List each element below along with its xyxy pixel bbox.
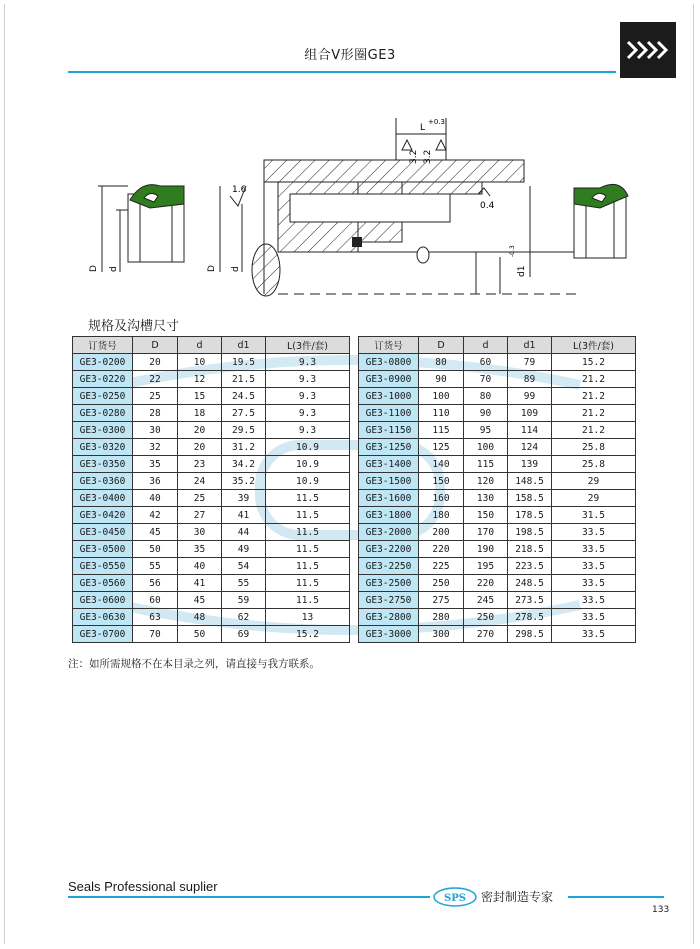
dimension-cell: 12 [178, 371, 222, 388]
dimension-cell: 70 [133, 626, 178, 643]
dimension-cell: 55 [222, 575, 266, 592]
table-row [73, 490, 350, 507]
dimension-cell: 36 [133, 473, 178, 490]
order-code-cell: GE3-1150 [359, 422, 419, 439]
dimension-cell: 80 [464, 388, 508, 405]
dimension-cell: 89 [508, 371, 552, 388]
page-number: 133 [652, 905, 670, 915]
dimension-cell: 190 [464, 541, 508, 558]
dimension-cell: 30 [178, 524, 222, 541]
dimension-cell: 158.5 [508, 490, 552, 507]
dimension-cell: 23 [178, 456, 222, 473]
order-code-cell: GE3-0900 [359, 371, 419, 388]
order-code-cell: GE3-0200 [73, 354, 133, 371]
order-code-cell: GE3-2200 [359, 541, 419, 558]
dimension-cell: 31.2 [222, 439, 266, 456]
table-row [359, 354, 636, 371]
dimension-cell: 31.5 [552, 507, 636, 524]
dimension-cell: 245 [464, 592, 508, 609]
dimension-cell: 250 [419, 575, 464, 592]
dimension-cell: 109 [508, 405, 552, 422]
dimension-cell: 33.5 [552, 575, 636, 592]
dimension-cell: 21.2 [552, 422, 636, 439]
footer-slogan: 密封制造专家 [481, 890, 554, 904]
dimension-cell: 11.5 [266, 541, 350, 558]
col-header: d1 [222, 337, 266, 354]
table-row [73, 558, 350, 575]
dimension-cell: 45 [178, 592, 222, 609]
table-row [359, 609, 636, 626]
table-row [359, 507, 636, 524]
dimension-cell: 21.2 [552, 371, 636, 388]
dimension-cell: 48 [178, 609, 222, 626]
dimension-cell: 160 [419, 490, 464, 507]
dimension-cell: 18 [178, 405, 222, 422]
dimension-cell: 32 [133, 439, 178, 456]
order-code-cell: GE3-1250 [359, 439, 419, 456]
dimension-cell: 270 [464, 626, 508, 643]
order-code-cell: GE3-0450 [73, 524, 133, 541]
dimension-cell: 114 [508, 422, 552, 439]
dimension-cell: 29 [552, 473, 636, 490]
table-row [73, 626, 350, 643]
dimension-cell: 248.5 [508, 575, 552, 592]
col-header: d [178, 337, 222, 354]
dimension-cell: 13 [266, 609, 350, 626]
order-code-cell: GE3-0350 [73, 456, 133, 473]
table-row [359, 456, 636, 473]
dimension-cell: 27.5 [222, 405, 266, 422]
footer-tagline: Seals Professional suplier [68, 879, 218, 894]
dimension-cell: 33.5 [552, 592, 636, 609]
order-code-cell: GE3-0550 [73, 558, 133, 575]
dimension-cell: 33.5 [552, 558, 636, 575]
table-row [359, 558, 636, 575]
table-row [73, 354, 350, 371]
dimension-cell: 140 [419, 456, 464, 473]
dimension-cell: 11.5 [266, 490, 350, 507]
table-row [73, 371, 350, 388]
table-row [73, 507, 350, 524]
page-title: 组合V形圈GE3 [304, 48, 396, 63]
header-rule [68, 71, 616, 73]
dimension-cell: 180 [419, 507, 464, 524]
order-code-cell: GE3-0420 [73, 507, 133, 524]
dimension-cell: 223.5 [508, 558, 552, 575]
arrows-icon [620, 22, 676, 78]
table-row [73, 473, 350, 490]
dimension-cell: 60 [133, 592, 178, 609]
dimension-cell: 62 [222, 609, 266, 626]
dimension-cell: 9.3 [266, 371, 350, 388]
dim-D-mid: D [207, 265, 217, 272]
dimension-cell: 150 [464, 507, 508, 524]
chapter-badge [620, 22, 676, 78]
dimension-cell: 10.9 [266, 439, 350, 456]
table-row [73, 524, 350, 541]
dimension-cell: 59 [222, 592, 266, 609]
dimension-cell: 120 [464, 473, 508, 490]
table-row [359, 388, 636, 405]
footer-rule-left [68, 896, 430, 898]
dimension-cell: 40 [178, 558, 222, 575]
table-row [359, 575, 636, 592]
order-code-cell: GE3-0300 [73, 422, 133, 439]
dimension-cell: 100 [464, 439, 508, 456]
dimension-cell: 150 [419, 473, 464, 490]
dimension-cell: 60 [464, 354, 508, 371]
dimension-cell: 20 [178, 439, 222, 456]
dimension-cell: 275 [419, 592, 464, 609]
dimension-cell: 9.3 [266, 388, 350, 405]
order-code-cell: GE3-1100 [359, 405, 419, 422]
dimension-cell: 25.8 [552, 456, 636, 473]
dimension-cell: 300 [419, 626, 464, 643]
dimension-cell: 10.9 [266, 473, 350, 490]
dimension-cell: 280 [419, 609, 464, 626]
dimension-cell: 273.5 [508, 592, 552, 609]
dimension-cell: 70 [464, 371, 508, 388]
dim-d-mid: d [231, 266, 241, 272]
table-row [359, 422, 636, 439]
dimension-cell: 29.5 [222, 422, 266, 439]
dimension-cell: 20 [178, 422, 222, 439]
dimension-cell: 198.5 [508, 524, 552, 541]
dimension-cell: 21.2 [552, 405, 636, 422]
dimension-cell: 130 [464, 490, 508, 507]
roughness-left: 1.6 [232, 185, 247, 195]
chamfer-b: 3.2 [423, 149, 433, 164]
dimension-cell: 22 [133, 371, 178, 388]
dimension-cell: 54 [222, 558, 266, 575]
dimension-cell: 11.5 [266, 524, 350, 541]
col-header: D [133, 337, 178, 354]
dimension-cell: 45 [133, 524, 178, 541]
order-code-cell: GE3-0220 [73, 371, 133, 388]
dimension-cell: 90 [419, 371, 464, 388]
table-row [73, 592, 350, 609]
col-header: d1 [508, 337, 552, 354]
dimension-cell: 19.5 [222, 354, 266, 371]
col-header: 订货号 [359, 337, 419, 354]
table-row [359, 473, 636, 490]
dimension-cell: 30 [133, 422, 178, 439]
order-code-cell: GE3-2800 [359, 609, 419, 626]
dimension-cell: 11.5 [266, 558, 350, 575]
dim-L-tolerance: +0.3 [428, 118, 445, 126]
order-code-cell: GE3-0700 [73, 626, 133, 643]
order-code-cell: GE3-1600 [359, 490, 419, 507]
dimension-cell: 15.2 [552, 354, 636, 371]
dimension-cell: 33.5 [552, 609, 636, 626]
dimension-cell: 11.5 [266, 575, 350, 592]
spec-table-right [358, 336, 636, 643]
order-code-cell: GE3-1800 [359, 507, 419, 524]
col-header: L(3件/套) [552, 337, 636, 354]
order-code-cell: GE3-0360 [73, 473, 133, 490]
order-code-cell: GE3-0500 [73, 541, 133, 558]
order-code-cell: GE3-0280 [73, 405, 133, 422]
dimension-cell: 42 [133, 507, 178, 524]
groove-drawing [80, 112, 640, 302]
col-header: 订货号 [73, 337, 133, 354]
order-code-cell: GE3-0250 [73, 388, 133, 405]
dimension-cell: 50 [178, 626, 222, 643]
dimension-cell: 44 [222, 524, 266, 541]
dimension-cell: 148.5 [508, 473, 552, 490]
order-code-cell: GE3-2000 [359, 524, 419, 541]
table-row [359, 592, 636, 609]
footer-rule-right [568, 896, 664, 898]
col-header: L(3件/套) [266, 337, 350, 354]
dimension-cell: 11.5 [266, 507, 350, 524]
dimension-cell: 220 [464, 575, 508, 592]
dimension-cell: 79 [508, 354, 552, 371]
dimension-cell: 10.9 [266, 456, 350, 473]
dimension-cell: 15.2 [266, 626, 350, 643]
order-code-cell: GE3-0630 [73, 609, 133, 626]
dimension-cell: 125 [419, 439, 464, 456]
dimension-cell: 25 [133, 388, 178, 405]
dimension-cell: 80 [419, 354, 464, 371]
table-row [359, 371, 636, 388]
table-row [73, 609, 350, 626]
table-row [73, 405, 350, 422]
dim-d1: d1 [517, 265, 527, 277]
dimension-cell: 28 [133, 405, 178, 422]
dimension-cell: 9.3 [266, 354, 350, 371]
dimension-cell: 170 [464, 524, 508, 541]
roughness-right: 0.4 [480, 201, 495, 211]
dimension-cell: 11.5 [266, 592, 350, 609]
dimension-cell: 35 [178, 541, 222, 558]
dimension-cell: 220 [419, 541, 464, 558]
dimension-cell: 50 [133, 541, 178, 558]
dimension-cell: 15 [178, 388, 222, 405]
dimension-cell: 56 [133, 575, 178, 592]
dimension-cell: 178.5 [508, 507, 552, 524]
dim-d-left: d [109, 266, 119, 272]
dimension-cell: 110 [419, 405, 464, 422]
dimension-cell: 33.5 [552, 541, 636, 558]
col-header: D [419, 337, 464, 354]
svg-text:SPS: SPS [444, 893, 466, 904]
table-row [359, 626, 636, 643]
order-code-cell: GE3-2250 [359, 558, 419, 575]
dimension-cell: 298.5 [508, 626, 552, 643]
table-row [73, 422, 350, 439]
table-row [73, 439, 350, 456]
table-row [359, 405, 636, 422]
dimension-cell: 49 [222, 541, 266, 558]
dimension-cell: 20 [133, 354, 178, 371]
dimension-cell: 41 [222, 507, 266, 524]
dimension-cell: 27 [178, 507, 222, 524]
order-code-cell: GE3-0800 [359, 354, 419, 371]
table-row [73, 541, 350, 558]
dimension-cell: 55 [133, 558, 178, 575]
dimension-cell: 33.5 [552, 524, 636, 541]
dimension-cell: 90 [464, 405, 508, 422]
dimension-cell: 218.5 [508, 541, 552, 558]
dimension-cell: 29 [552, 490, 636, 507]
dimension-cell: 33.5 [552, 626, 636, 643]
order-code-cell: GE3-2750 [359, 592, 419, 609]
dimension-cell: 100 [419, 388, 464, 405]
order-code-cell: GE3-0320 [73, 439, 133, 456]
order-code-cell: GE3-1000 [359, 388, 419, 405]
order-code-cell: GE3-2500 [359, 575, 419, 592]
table-row [359, 490, 636, 507]
table-row [359, 541, 636, 558]
dimension-cell: 35.2 [222, 473, 266, 490]
dimension-cell: 278.5 [508, 609, 552, 626]
table-row [359, 524, 636, 541]
dimension-cell: 9.3 [266, 405, 350, 422]
dimension-cell: 115 [464, 456, 508, 473]
dimension-cell: 250 [464, 609, 508, 626]
dimension-cell: 25 [178, 490, 222, 507]
dimension-cell: 195 [464, 558, 508, 575]
dimension-cell: 39 [222, 490, 266, 507]
col-header: d [464, 337, 508, 354]
dimension-cell: 124 [508, 439, 552, 456]
sps-logo-icon [432, 886, 478, 908]
dimension-cell: 9.3 [266, 422, 350, 439]
dimension-cell: 95 [464, 422, 508, 439]
dimension-cell: 200 [419, 524, 464, 541]
dimension-cell: 115 [419, 422, 464, 439]
dimension-cell: 34.2 [222, 456, 266, 473]
dimension-cell: 10 [178, 354, 222, 371]
dim-d1-tolerance: -0.3 [509, 245, 516, 257]
footnote: 注：如所需规格不在本目录之列，请直接与我方联系。 [68, 658, 320, 670]
dimension-cell: 139 [508, 456, 552, 473]
left-seal-stack [98, 185, 184, 272]
spec-heading: 规格及沟槽尺寸 [88, 319, 180, 334]
order-code-cell: GE3-0560 [73, 575, 133, 592]
dimension-cell: 24 [178, 473, 222, 490]
spec-table-left [72, 336, 350, 643]
dimension-cell: 225 [419, 558, 464, 575]
dimension-cell: 24.5 [222, 388, 266, 405]
dimension-cell: 69 [222, 626, 266, 643]
table-row [359, 439, 636, 456]
table-row [73, 456, 350, 473]
order-code-cell: GE3-1500 [359, 473, 419, 490]
right-seal-stack [574, 184, 628, 258]
order-code-cell: GE3-3000 [359, 626, 419, 643]
order-code-cell: GE3-0600 [73, 592, 133, 609]
dimension-cell: 21.2 [552, 388, 636, 405]
dimension-cell: 99 [508, 388, 552, 405]
dimension-cell: 21.5 [222, 371, 266, 388]
dimension-cell: 40 [133, 490, 178, 507]
dim-L: L [420, 123, 426, 133]
table-row [73, 575, 350, 592]
order-code-cell: GE3-1400 [359, 456, 419, 473]
table-row [73, 388, 350, 405]
dimension-cell: 35 [133, 456, 178, 473]
housing-section [252, 160, 580, 296]
dimension-cell: 41 [178, 575, 222, 592]
order-code-cell: GE3-0400 [73, 490, 133, 507]
chamfer-a: 3.2 [409, 149, 419, 164]
dim-D-left: D [89, 265, 99, 272]
dimension-cell: 63 [133, 609, 178, 626]
dimension-cell: 25.8 [552, 439, 636, 456]
